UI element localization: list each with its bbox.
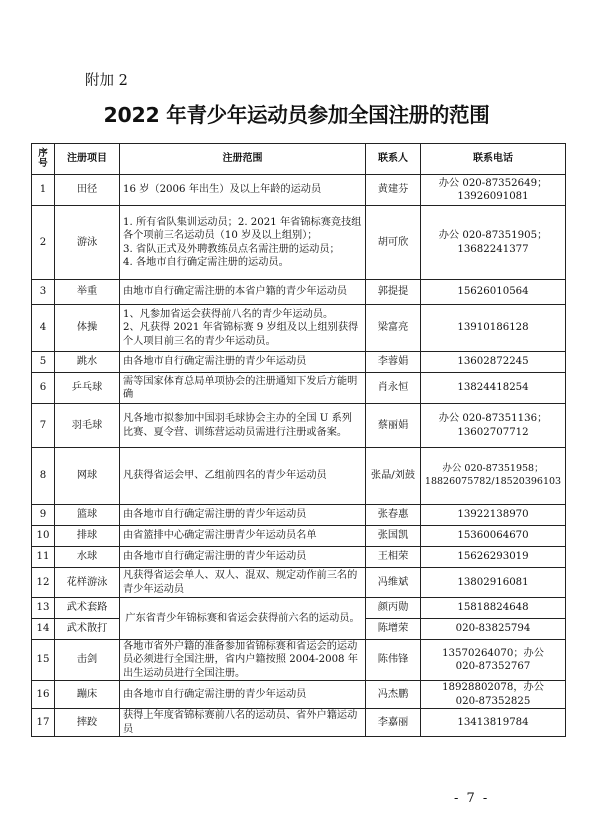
table-row bbox=[32, 547, 566, 568]
row-phone: 办公 020-87351905； 13682241377 bbox=[421, 206, 566, 280]
row-contact: 郭提提 bbox=[366, 280, 421, 305]
table-row bbox=[32, 598, 566, 619]
row-contact: 冯维斌 bbox=[366, 568, 421, 598]
row-item: 举重 bbox=[55, 280, 120, 305]
row-seq: 16 bbox=[32, 681, 55, 709]
table-row bbox=[32, 352, 566, 373]
row-seq: 17 bbox=[32, 709, 55, 737]
row-scope: 需等国家体育总局单项协会的注册通知下发后方能明确 bbox=[120, 373, 366, 404]
row-contact: 陈伟锋 bbox=[366, 640, 421, 681]
row-scope: 1、凡参加省运会获得前八名的青少年运动员。 2、凡获得 2021 年省锦标赛 9 岁组及以上组别获得个人项目前三名的青少年运动员。 bbox=[120, 305, 366, 352]
row-phone: 办公 020-87352649； 13926091081 bbox=[421, 175, 566, 206]
row-phone: 15626293019 bbox=[421, 547, 566, 568]
row-scope: 由各地市自行确定需注册的青少年运动员 bbox=[120, 505, 366, 526]
table-row bbox=[32, 404, 566, 448]
table-row bbox=[32, 280, 566, 305]
row-contact: 肖永恒 bbox=[366, 373, 421, 404]
document-title: 2022 年青少年运动员参加全国注册的范围 bbox=[103, 103, 490, 127]
row-phone: 15626010564 bbox=[421, 280, 566, 305]
row-item: 蹦床 bbox=[55, 681, 120, 709]
header-contact: 联系人 bbox=[366, 144, 421, 175]
row-phone: 办公 020-87351958； 18826075782/18520396103 bbox=[421, 448, 566, 505]
appendix-label: 附加 2 bbox=[85, 73, 128, 89]
table-row bbox=[32, 568, 566, 598]
row-seq: 15 bbox=[32, 640, 55, 681]
row-scope: 由省篮排中心确定需注册青少年运动员名单 bbox=[120, 526, 366, 547]
row-item: 武术散打 bbox=[55, 619, 120, 640]
row-seq: 8 bbox=[32, 448, 55, 505]
row-seq: 13 bbox=[32, 598, 55, 619]
row-contact: 王相荣 bbox=[366, 547, 421, 568]
row-scope: 由地市自行确定需注册的本省户籍的青少年运动员 bbox=[120, 280, 366, 305]
page-number: - 7 - bbox=[454, 791, 490, 806]
header-scope: 注册范围 bbox=[120, 144, 366, 175]
row-item: 武术套路 bbox=[55, 598, 120, 619]
row-item: 击剑 bbox=[55, 640, 120, 681]
row-contact: 陈增荣 bbox=[366, 619, 421, 640]
row-scope: 获得上年度省锦标赛前八名的运动员、省外户籍运动员 bbox=[120, 709, 366, 737]
row-phone: 15818824648 bbox=[421, 598, 566, 619]
header-seq: 序号 bbox=[32, 144, 55, 175]
row-phone: 020-83825794 bbox=[421, 619, 566, 640]
row-item: 羽毛球 bbox=[55, 404, 120, 448]
row-item: 游泳 bbox=[55, 206, 120, 280]
table-row bbox=[32, 175, 566, 206]
registration-table bbox=[31, 143, 566, 737]
row-contact: 黄建芬 bbox=[366, 175, 421, 206]
row-seq: 1 bbox=[32, 175, 55, 206]
row-seq: 11 bbox=[32, 547, 55, 568]
row-phone: 13413819784 bbox=[421, 709, 566, 737]
row-seq: 4 bbox=[32, 305, 55, 352]
row-contact: 李嘉丽 bbox=[366, 709, 421, 737]
row-scope: 由各地市自行确定需注册的青少年运动员 bbox=[120, 352, 366, 373]
row-scope: 各地市省外户籍的准备参加省锦标赛和省运会的运动员必须进行全国注册，省内户籍按照 2004-2008 年出生运动员进行全国注册。 bbox=[120, 640, 366, 681]
row-item: 乒乓球 bbox=[55, 373, 120, 404]
table-row bbox=[32, 526, 566, 547]
row-phone: 15360064670 bbox=[421, 526, 566, 547]
table-row bbox=[32, 681, 566, 709]
table-row bbox=[32, 305, 566, 352]
row-scope: 凡获得省运会甲、乙组前四名的青少年运动员 bbox=[120, 448, 366, 505]
header-item: 注册项目 bbox=[55, 144, 120, 175]
row-phone: 办公 020-87351136； 13602707712 bbox=[421, 404, 566, 448]
row-contact: 胡可欣 bbox=[366, 206, 421, 280]
row-seq: 2 bbox=[32, 206, 55, 280]
row-item: 排球 bbox=[55, 526, 120, 547]
row-scope: 凡各地市拟参加中国羽毛球协会主办的全国 U 系列比赛、夏令营、训练营运动员需进行注册或备案。 bbox=[120, 404, 366, 448]
row-item: 篮球 bbox=[55, 505, 120, 526]
row-phone: 18928802078，办公 020-87352825 bbox=[421, 681, 566, 709]
row-contact: 张春惠 bbox=[366, 505, 421, 526]
table-row bbox=[32, 640, 566, 681]
row-phone: 13910186128 bbox=[421, 305, 566, 352]
row-scope: 由各地市自行确定需注册的青少年运动员 bbox=[120, 681, 366, 709]
table-row bbox=[32, 206, 566, 280]
row-phone: 13824418254 bbox=[421, 373, 566, 404]
row-seq: 14 bbox=[32, 619, 55, 640]
row-seq: 6 bbox=[32, 373, 55, 404]
row-contact: 李蓉娟 bbox=[366, 352, 421, 373]
row-phone: 13602872245 bbox=[421, 352, 566, 373]
row-item: 体操 bbox=[55, 305, 120, 352]
row-seq: 9 bbox=[32, 505, 55, 526]
row-seq: 10 bbox=[32, 526, 55, 547]
row-scope: 凡获得省运会单人、双人、混双、规定动作前三名的青少年运动员 bbox=[120, 568, 366, 598]
row-scope: 16 岁（2006 年出生）及以上年龄的运动员 bbox=[120, 175, 366, 206]
row-scope: 由各地市自行确定需注册的青少年运动员 bbox=[120, 547, 366, 568]
row-phone: 13922138970 bbox=[421, 505, 566, 526]
table-row bbox=[32, 448, 566, 505]
row-contact: 张晶/刘鼓 bbox=[366, 448, 421, 505]
table-row bbox=[32, 709, 566, 737]
row-contact: 蔡丽娟 bbox=[366, 404, 421, 448]
row-item: 跳水 bbox=[55, 352, 120, 373]
row-scope: 广东省青少年锦标赛和省运会获得前六名的运动员。 bbox=[120, 598, 366, 640]
row-phone: 13802916081 bbox=[421, 568, 566, 598]
row-contact: 冯杰鹏 bbox=[366, 681, 421, 709]
row-item: 摔跤 bbox=[55, 709, 120, 737]
row-contact: 张国凯 bbox=[366, 526, 421, 547]
table-row bbox=[32, 505, 566, 526]
row-item: 网球 bbox=[55, 448, 120, 505]
row-contact: 颜丙勋 bbox=[366, 598, 421, 619]
row-seq: 12 bbox=[32, 568, 55, 598]
row-seq: 7 bbox=[32, 404, 55, 448]
table-row bbox=[32, 373, 566, 404]
row-item: 花样游泳 bbox=[55, 568, 120, 598]
header-row bbox=[32, 144, 566, 175]
row-phone: 13570264070；办公 020-87352767 bbox=[421, 640, 566, 681]
row-seq: 3 bbox=[32, 280, 55, 305]
row-contact: 梁富亮 bbox=[366, 305, 421, 352]
header-phone: 联系电话 bbox=[421, 144, 566, 175]
row-seq: 5 bbox=[32, 352, 55, 373]
row-item: 田径 bbox=[55, 175, 120, 206]
row-item: 水球 bbox=[55, 547, 120, 568]
row-scope: 1. 所有省队集训运动员；2. 2021 年省锦标赛竞技组各个项前三名运动员（10 岁及以上组别）； 3. 省队正式及外聘教练员点名需注册的运动员； 4. 各地市自行确定需注册的运动员。 bbox=[120, 206, 366, 280]
